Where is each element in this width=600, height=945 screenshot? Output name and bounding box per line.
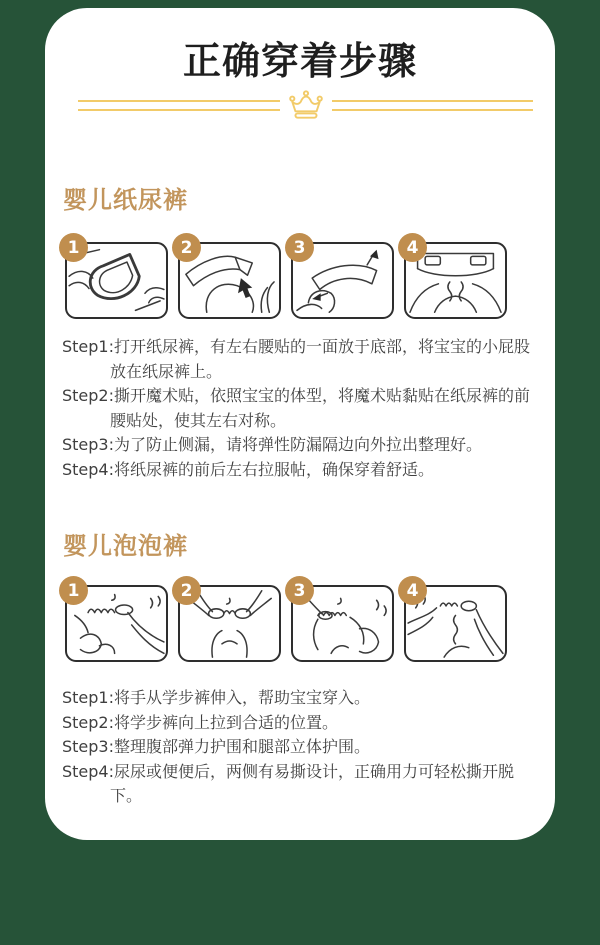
diaper-step-4-illustration [404, 237, 507, 319]
diaper-step-2-text: Step2:撕开魔术贴，依照宝宝的体型，将魔术贴黏贴在纸尿裤的前腰贴处，使其左右对称。 [62, 386, 531, 430]
section-heading-diaper: 婴儿纸尿裤 [63, 186, 188, 214]
pants-steps-text [62, 686, 537, 809]
step-number-badge: 1 [59, 576, 88, 605]
diaper-steps-text [62, 335, 537, 482]
pants-step-2-illustration [178, 580, 281, 662]
crown-icon [287, 89, 325, 121]
diaper-step-2-illustration [178, 237, 281, 319]
step-number-badge: 2 [172, 233, 201, 262]
content-card [45, 8, 555, 840]
pants-step-4-illustration [404, 580, 507, 662]
divider-line-left [78, 100, 280, 111]
step-number-badge: 4 [398, 576, 427, 605]
step-number-badge: 2 [172, 576, 201, 605]
pants-step-1-text: Step1:将手从学步裤伸入，帮助宝宝穿入。 [62, 688, 371, 707]
step-number-badge: 3 [285, 233, 314, 262]
step-number-badge: 1 [59, 233, 88, 262]
diaper-step-3-illustration [291, 237, 394, 319]
diaper-step-3-text: Step3:为了防止侧漏，请将弹性防漏隔边向外拉出整理好。 [62, 435, 483, 454]
diaper-step-1-illustration [65, 237, 168, 319]
pants-step-2-text: Step2:将学步裤向上拉到合适的位置。 [62, 712, 339, 732]
section-heading-pants: 婴儿泡泡裤 [63, 532, 188, 560]
divider-line-right [332, 100, 534, 111]
diaper-step-illustrations [65, 237, 507, 319]
step-number-badge: 4 [398, 233, 427, 262]
pants-step-4-text: Step4:尿尿或便便后，两侧有易撕设计，正确用力可轻松撕开脱下。 [62, 761, 515, 805]
pants-step-illustrations [65, 580, 507, 662]
divider [78, 88, 533, 122]
diaper-step-4-text: Step4:将纸尿裤的前后左右拉服帖，确保穿着舒适。 [62, 459, 435, 479]
pants-step-3-illustration [291, 580, 394, 662]
pants-step-3-text: Step3:整理腹部弹力护围和腿部立体护围。 [62, 737, 371, 756]
step-number-badge: 3 [285, 576, 314, 605]
page-title: 正确穿着步骤 [182, 39, 417, 83]
pants-step-1-illustration [65, 580, 168, 662]
diaper-step-1-text: Step1:打开纸尿裤，有左右腰贴的一面放于底部，将宝宝的小屁股放在纸尿裤上。 [62, 337, 531, 381]
